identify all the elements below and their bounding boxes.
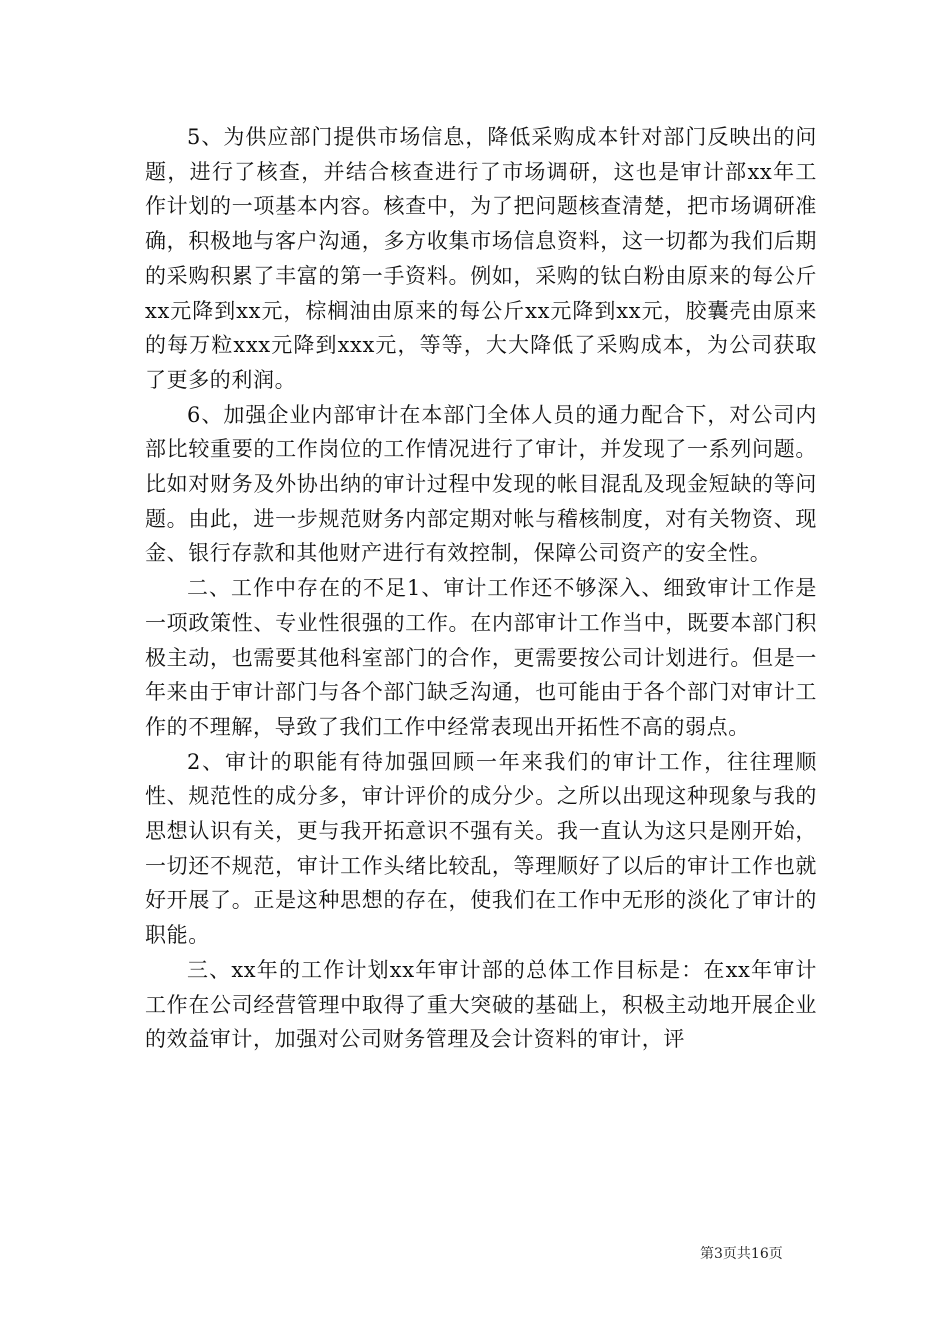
- paragraph-supply-market-info: 5、为供应部门提供市场信息，降低采购成本针对部门反映出的问题，进行了核查，并结合核查进行了市场调研，这也是审计部xx年工作计划的一项基本内容。核查中，为了把问题核查清楚，把市场调研准确，积极地与客户沟通，多方收集市场信息资料，这一切都为我们后期的采购积累了丰富的第一手资料。例如，采购的钛白粉由原来的每公斤xx元降到xx元，棕榈油由原来的每公斤xx元降到xx元，胶囊壳由原来的每万粒xxx元降到xxx元，等等，大大降低了采购成本，为公司获取了更多的利润。: [145, 125, 817, 392]
- paragraph-shortcomings: 二、工作中存在的不足1、审计工作还不够深入、细致审计工作是一项政策性、专业性很强的工作。在内部审计工作当中，既要本部门积极主动，也需要其他科室部门的合作，更需要按公司计划进行。但是一年来由于审计部门与各个部门缺乏沟通，也可能由于各个部门对审计工作的不理解，导致了我们工作中经常表现出开拓性不高的弱点。: [145, 576, 817, 739]
- paragraph-internal-audit: 6、加强企业内部审计在本部门全体人员的通力配合下，对公司内部比较重要的工作岗位的工作情况进行了审计，并发现了一系列问题。比如对财务及外协出纳的审计过程中发现的帐目混乱及现金短缺的等问题。由此，进一步规范财务内部定期对帐与稽核制度，对有关物资、现金、银行存款和其他财产进行有效控制，保障公司资产的安全性。: [145, 402, 817, 566]
- paragraph-audit-function: 2、审计的职能有待加强回顾一年来我们的审计工作，往往理顺性、规范性的成分多，审计评价的成分少。之所以出现这种现象与我的思想认识有关，更与我开拓意识不强有关。我一直认为这只是刚开始，一切还不规范，审计工作头绪比较乱，等理顺好了以后的审计工作也就好开展了。正是这种思想的存在，使我们在工作中无形的淡化了审计的职能。: [145, 749, 817, 948]
- page-number-footer: 第3页共16页: [700, 1246, 783, 1262]
- document-body: [145, 120, 817, 1057]
- paragraph-work-plan: 三、xx年的工作计划xx年审计部的总体工作目标是：在xx年审计工作在公司经营管理中取得了重大突破的基础上，积极主动地开展企业的效益审计，加强对公司财务管理及会计资料的审计，评: [145, 957, 817, 1052]
